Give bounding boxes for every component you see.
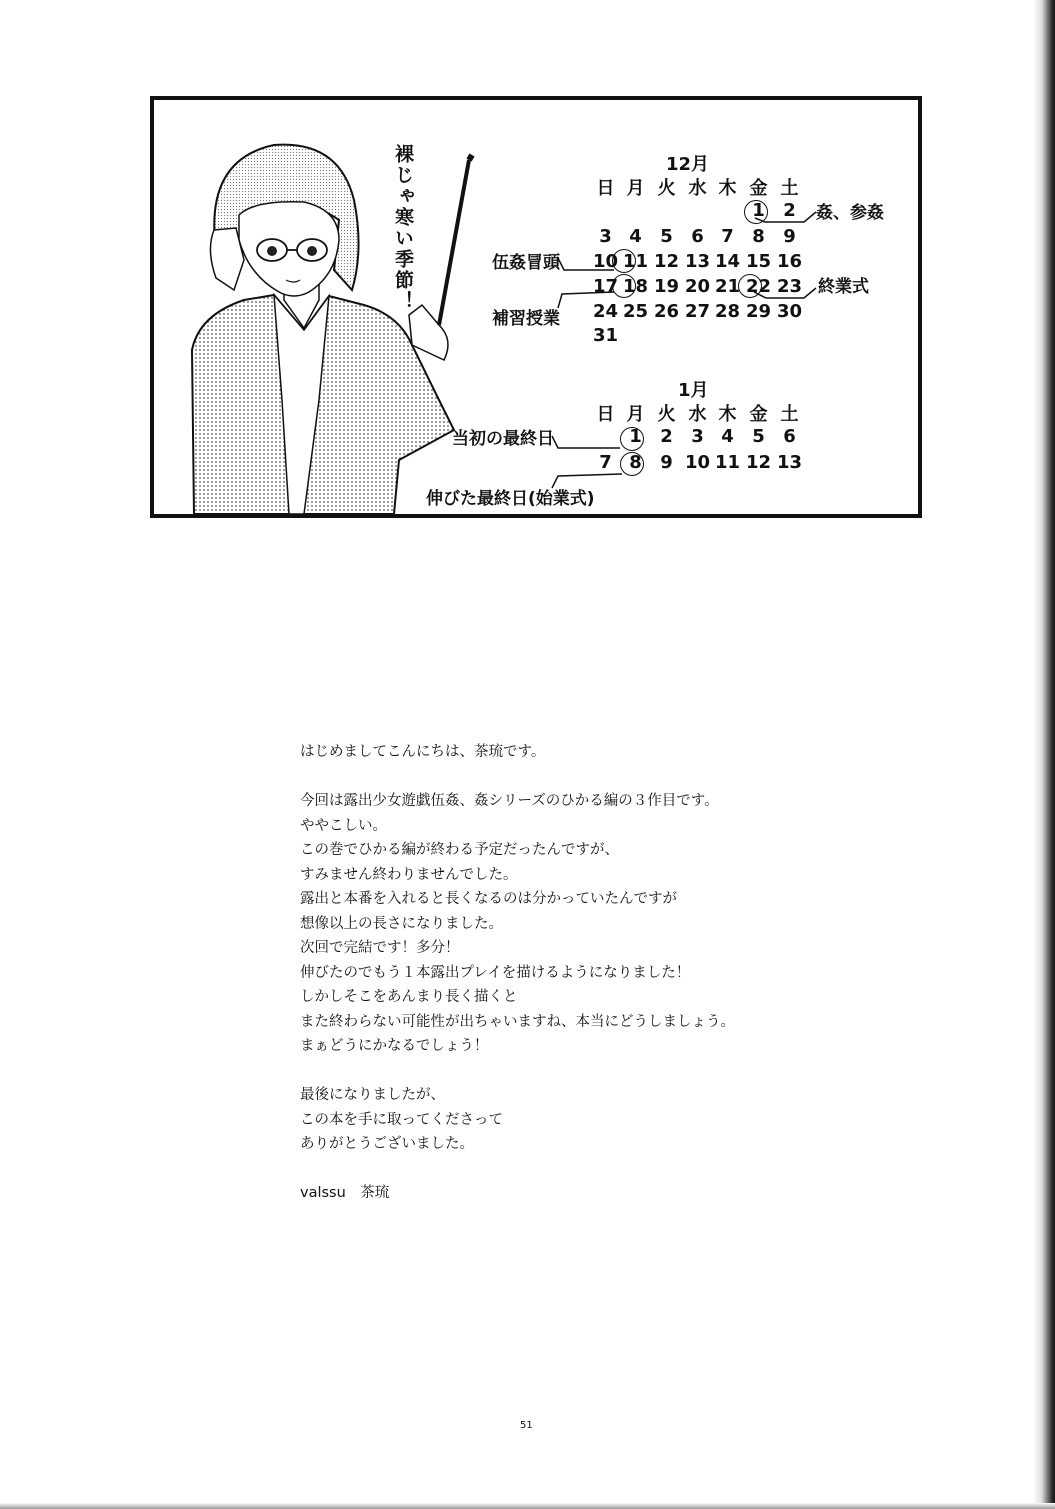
december-day: 2 [783,200,796,221]
january-day: 7 [599,452,612,473]
january-weekday: 日 [596,404,615,425]
january-day: 13 [776,452,803,473]
january-day: 11 [714,452,741,473]
illustration-panel [150,96,922,518]
december-day: 18 [622,276,649,297]
afterword-line [300,1059,860,1084]
january-title: 1月 [678,380,709,401]
afterword-line: 最後になりましたが、 [300,1087,445,1103]
december-day: 17 [592,276,619,297]
december-weekday: 火 [657,178,676,199]
december-day: 26 [653,301,680,322]
december-day: 16 [776,251,803,272]
afterword-line: 次回で完結です！多分！ [300,940,460,956]
page-edge-shadow [1033,0,1055,1509]
afterword-line: 今回は露出少女遊戯伍姦、姦シリーズのひかる編の３作目です。 [300,793,719,809]
speech-bubble-text: 裸じゃ寒い季節！ [392,144,414,312]
afterword-line: また終わらない可能性が出ちゃいますね、本当にどうしましょう。 [300,1013,735,1030]
afterword-line: まぁどうにかなるでしょう！ [300,1038,489,1054]
afterword-line: はじめましてこんにちは、茶琉です。 [300,744,546,760]
december-day: 9 [783,226,796,247]
december-weekday: 月 [626,178,645,199]
december-day: 8 [752,226,765,247]
december-day: 6 [691,226,704,247]
december-day: 4 [629,226,642,247]
december-day: 27 [684,301,711,322]
december-weekday: 水 [688,178,707,199]
december-day: 31 [592,325,619,346]
january-day: 6 [783,426,796,447]
january-day: 12 [745,452,772,473]
january-weekday: 水 [688,404,707,425]
note-dec-1: 姦、参姦 [816,203,884,223]
december-day: 1 [752,200,765,221]
afterword-line: しかしそこをあんまり長く描くと [300,989,518,1005]
afterword-line: ややこしい。 [300,817,387,834]
afterword-line: 想像以上の長さになりました。 [300,915,503,932]
december-day: 30 [776,301,803,322]
december-day: 11 [622,251,649,272]
december-day: 14 [714,251,741,272]
december-day: 19 [653,276,680,297]
note-jan-8: 伸びた最終日(始業式) [426,489,595,509]
december-title: 12月 [666,154,710,175]
afterword-line [300,1157,860,1182]
december-day: 22 [745,276,772,297]
december-day: 28 [714,301,741,322]
december-day: 24 [592,301,619,322]
afterword-line: この巻でひかる編が終わる予定だったんですが、 [300,842,619,858]
note-dec-11: 伍姦冒頭 [492,253,560,273]
january-weekday: 月 [626,404,645,425]
january-weekday: 火 [657,404,676,425]
afterword-line: ありがとうございました。 [300,1136,474,1152]
december-day: 29 [745,301,772,322]
december-day: 3 [599,226,612,247]
december-weekday: 土 [780,178,799,199]
december-day: 25 [622,301,649,322]
december-day: 7 [721,226,734,247]
december-weekday: 木 [718,178,737,199]
december-weekday: 日 [596,178,615,199]
january-day: 10 [684,452,711,473]
note-dec-22: 終業式 [818,277,869,297]
december-weekday: 金 [749,178,768,199]
january-weekday: 金 [749,404,768,425]
january-weekday: 土 [780,404,799,425]
december-day: 10 [592,251,619,272]
january-weekday: 木 [718,404,737,425]
note-jan-1: 当初の最終日 [452,429,554,449]
afterword-text [300,740,860,1206]
december-day: 13 [684,251,711,272]
page-number: 51 [520,1420,533,1431]
december-day: 15 [745,251,772,272]
december-day: 5 [660,226,673,247]
december-day: 21 [714,276,741,297]
afterword-line: 露出と本番を入れると長くなるのは分かっていたんですが [300,891,677,907]
january-day: 3 [691,426,704,447]
january-calendar [590,400,810,480]
december-day: 12 [653,251,680,272]
afterword-line: すみません終わりませんでした。 [300,866,518,883]
afterword-line: この本を手に取ってくださって [300,1111,503,1128]
page-edge-bottom [0,1503,1055,1509]
january-day: 9 [660,452,673,473]
afterword-line: valssu 茶琉 [300,1185,390,1201]
january-day: 8 [629,452,642,473]
january-day: 2 [660,426,673,447]
january-day: 4 [721,426,734,447]
afterword-line [300,765,860,790]
december-day: 23 [776,276,803,297]
january-day: 5 [752,426,765,447]
note-dec-18: 補習授業 [492,309,560,329]
january-day: 1 [629,426,642,447]
afterword-line: 伸びたのでもう１本露出プレイを描けるようになりました！ [300,964,691,981]
december-day: 20 [684,276,711,297]
